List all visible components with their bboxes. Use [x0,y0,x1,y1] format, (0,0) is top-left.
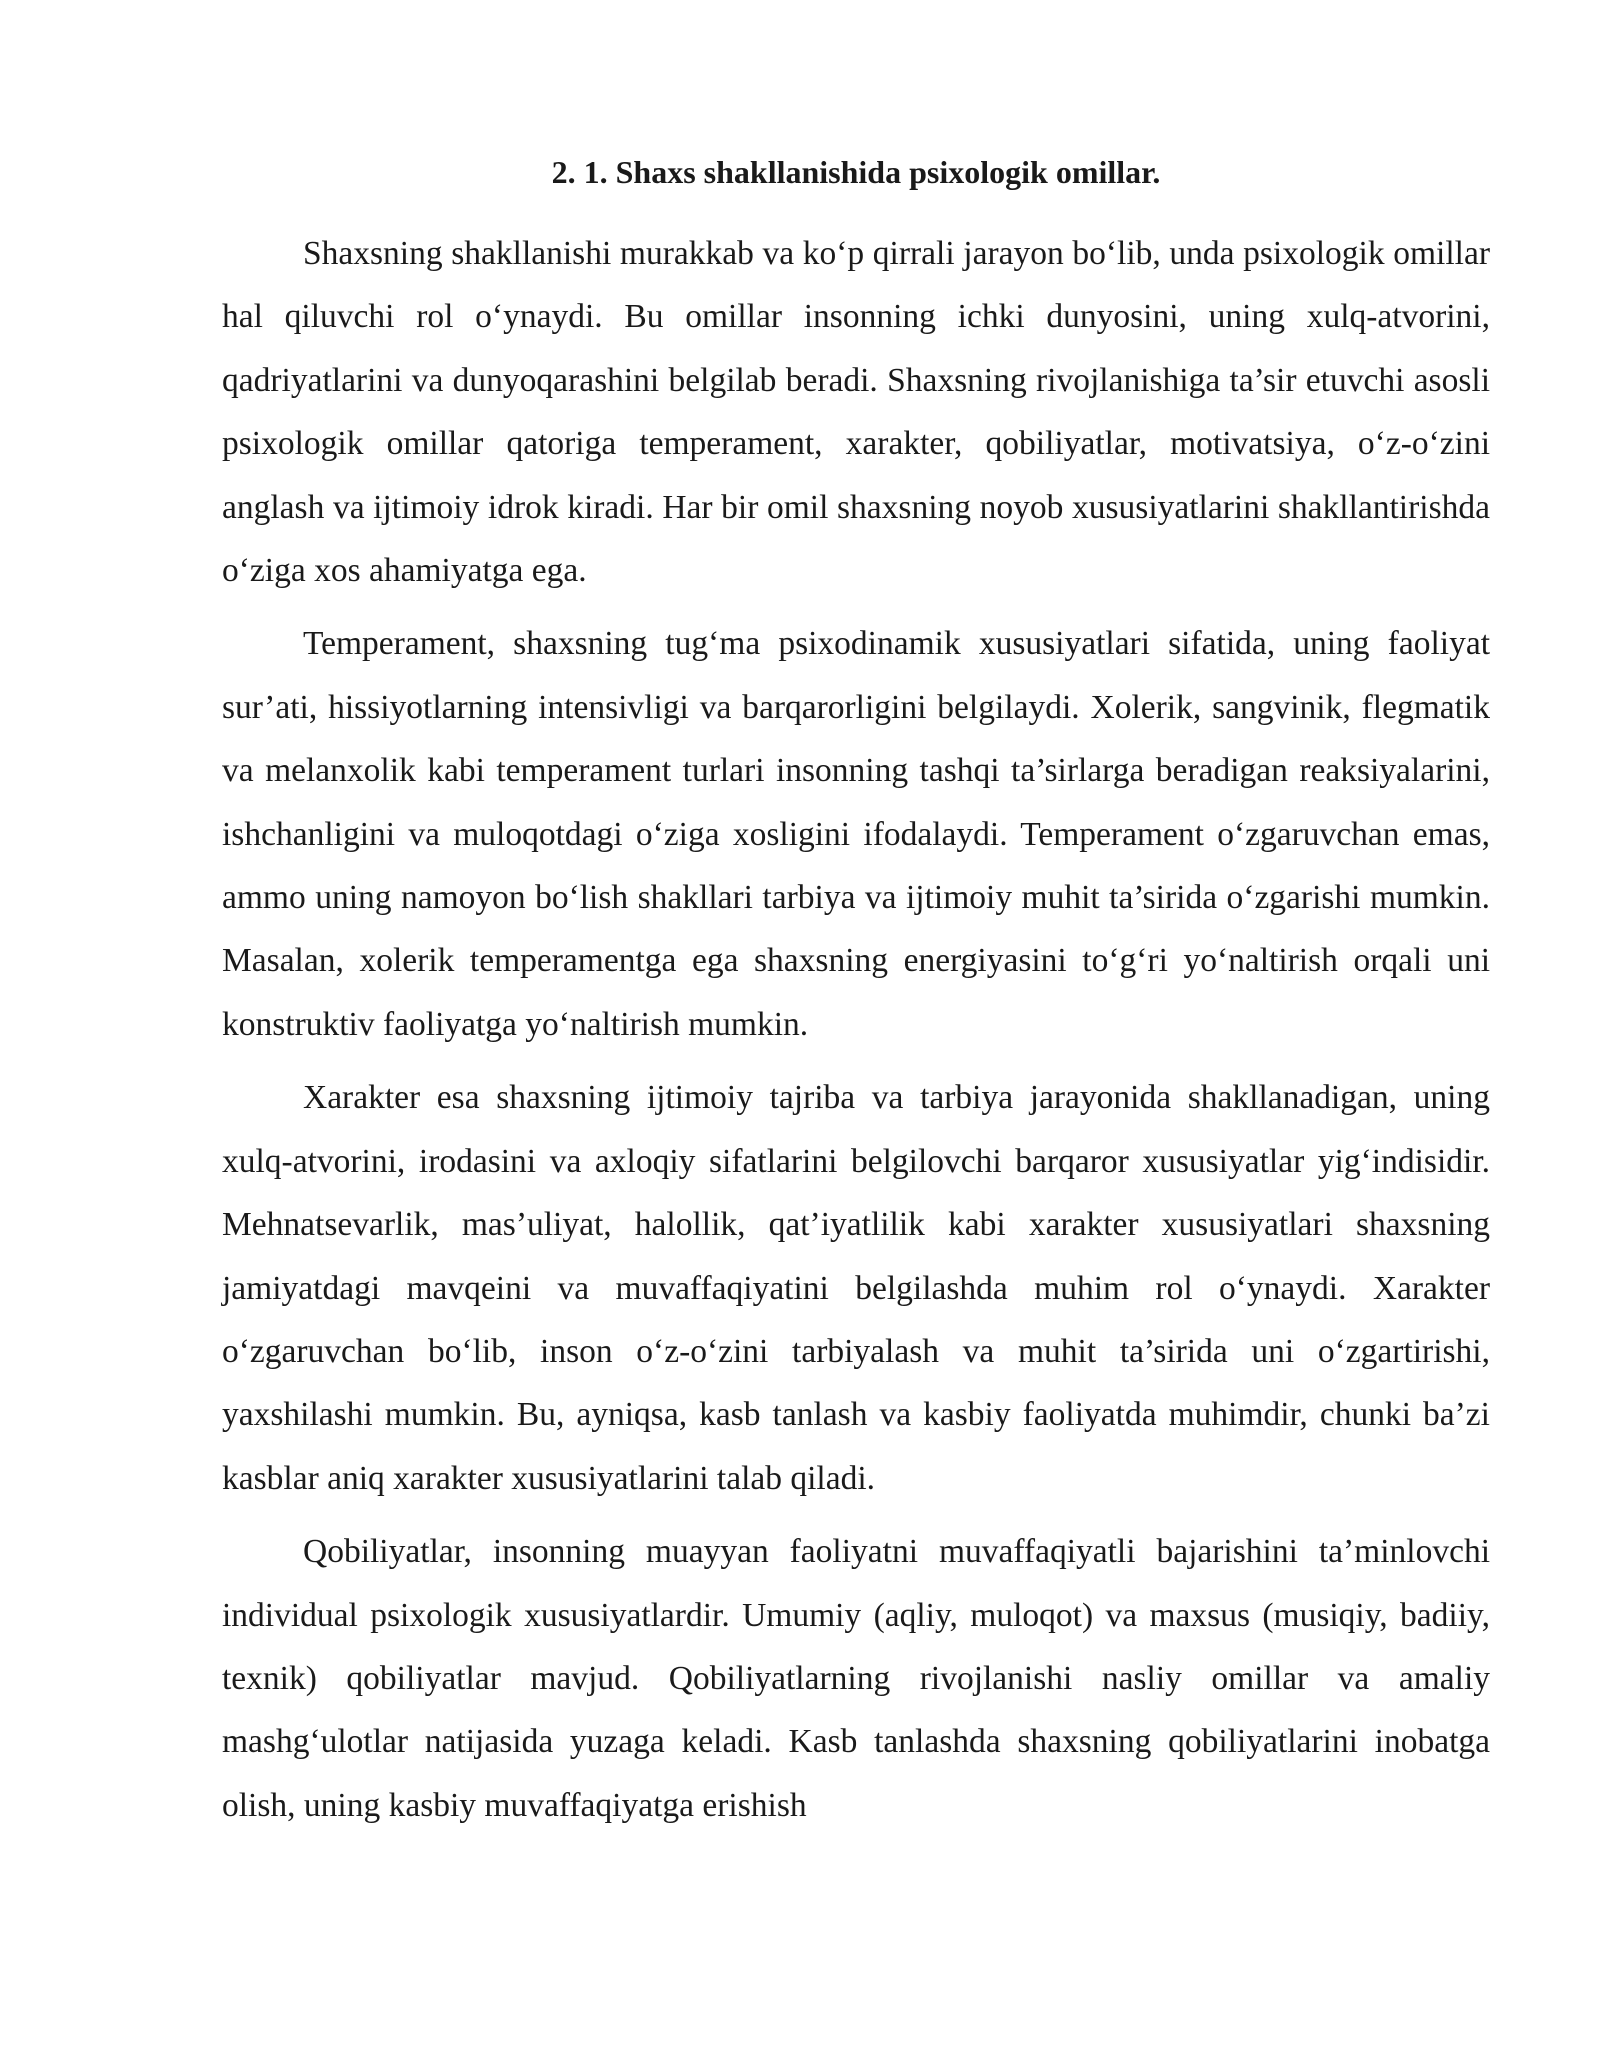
paragraph-character: Xarakter esa shaxsning ijtimoiy tajriba va tarbiya jarayonida shakllanadigan, uning xulq-atvorini, irodasini va axloqiy sifatlarini belgilovchi barqaror xususiyatlar yig‘indisidir. Mehnatsevarlik, mas’uliyat, halollik, qat’iyatlilik kabi xarakter xususiyatlari shaxsning jamiyatdagi mavqeini va muvaffaqiyatini belgilashda muhim rol o‘ynaydi. Xarakter o‘zgaruvchan bo‘lib, inson o‘z-o‘zini tarbiyalash va muhit ta’sirida uni o‘zgartirishi, yaxshilashi mumkin. Bu, ayniqsa, kasb tanlash va kasbiy faoliyatda muhimdir, chunki ba’zi kasblar aniq xarakter xususiyatlarini talab qiladi. [222,1079,1490,1497]
paragraph-abilities: Qobiliyatlar, insonning muayyan faoliyatni muvaffaqiyatli bajarishini ta’minlovchi individual psixologik xususiyatlardir. Umumiy (aqliy, muloqot) va maxsus (musiqiy, badiiy, texnik) qobiliyatlar mavjud. Qobiliyatlarning rivojlanishi nasliy omillar va amaliy mashg‘ulotlar natijasida yuzaga keladi. Kasb tanlashda shaxsning qobiliyatlarini inobatga olish, uning kasbiy muvaffaqiyatga erishish [222,1533,1490,1824]
section-heading: 2. 1. Shaxs shakllanishida psixologik omillar. [551,154,1161,190]
paragraph-intro: Shaxsning shakllanishi murakkab va ko‘p qirrali jarayon bo‘lib, unda psixologik omillar hal qiluvchi rol o‘ynaydi. Bu omillar insonning ichki dunyosini, uning xulq-atvorini, qadriyatlarini va dunyoqarashini belgilab beradi. Shaxsning rivojlanishiga ta’sir etuvchi asosli psixologik omillar qatoriga temperament, xarakter, qobiliyatlar, motivatsiya, o‘z-o‘zini anglash va ijtimoiy idrok kiradi. Har bir omil shaxsning noyob xususiyatlarini shakllantirishda o‘ziga xos ahamiyatga ega. [222,235,1490,590]
paragraph-temperament: Temperament, shaxsning tug‘ma psixodinamik xususiyatlari sifatida, uning faoliyat sur’ati, hissiyotlarning intensivligi va barqarorligini belgilaydi. Xolerik, sangvinik, flegmatik va melanxolik kabi temperament turlari insonning tashqi ta’sirlarga beradigan reaksiyalarini, ishchanligini va muloqotdagi o‘ziga xosligini ifodalaydi. Temperament o‘zgaruvchan emas, ammo uning namoyon bo‘lish shakllari tarbiya va ijtimoiy muhit ta’sirida o‘zgarishi mumkin. Masalan, xolerik temperamentga ega shaxsning energiyasini to‘g‘ri yo‘naltirish orqali uni konstruktiv faoliyatga yo‘naltirish mumkin. [222,625,1490,1043]
document-page [222,148,1490,1847]
